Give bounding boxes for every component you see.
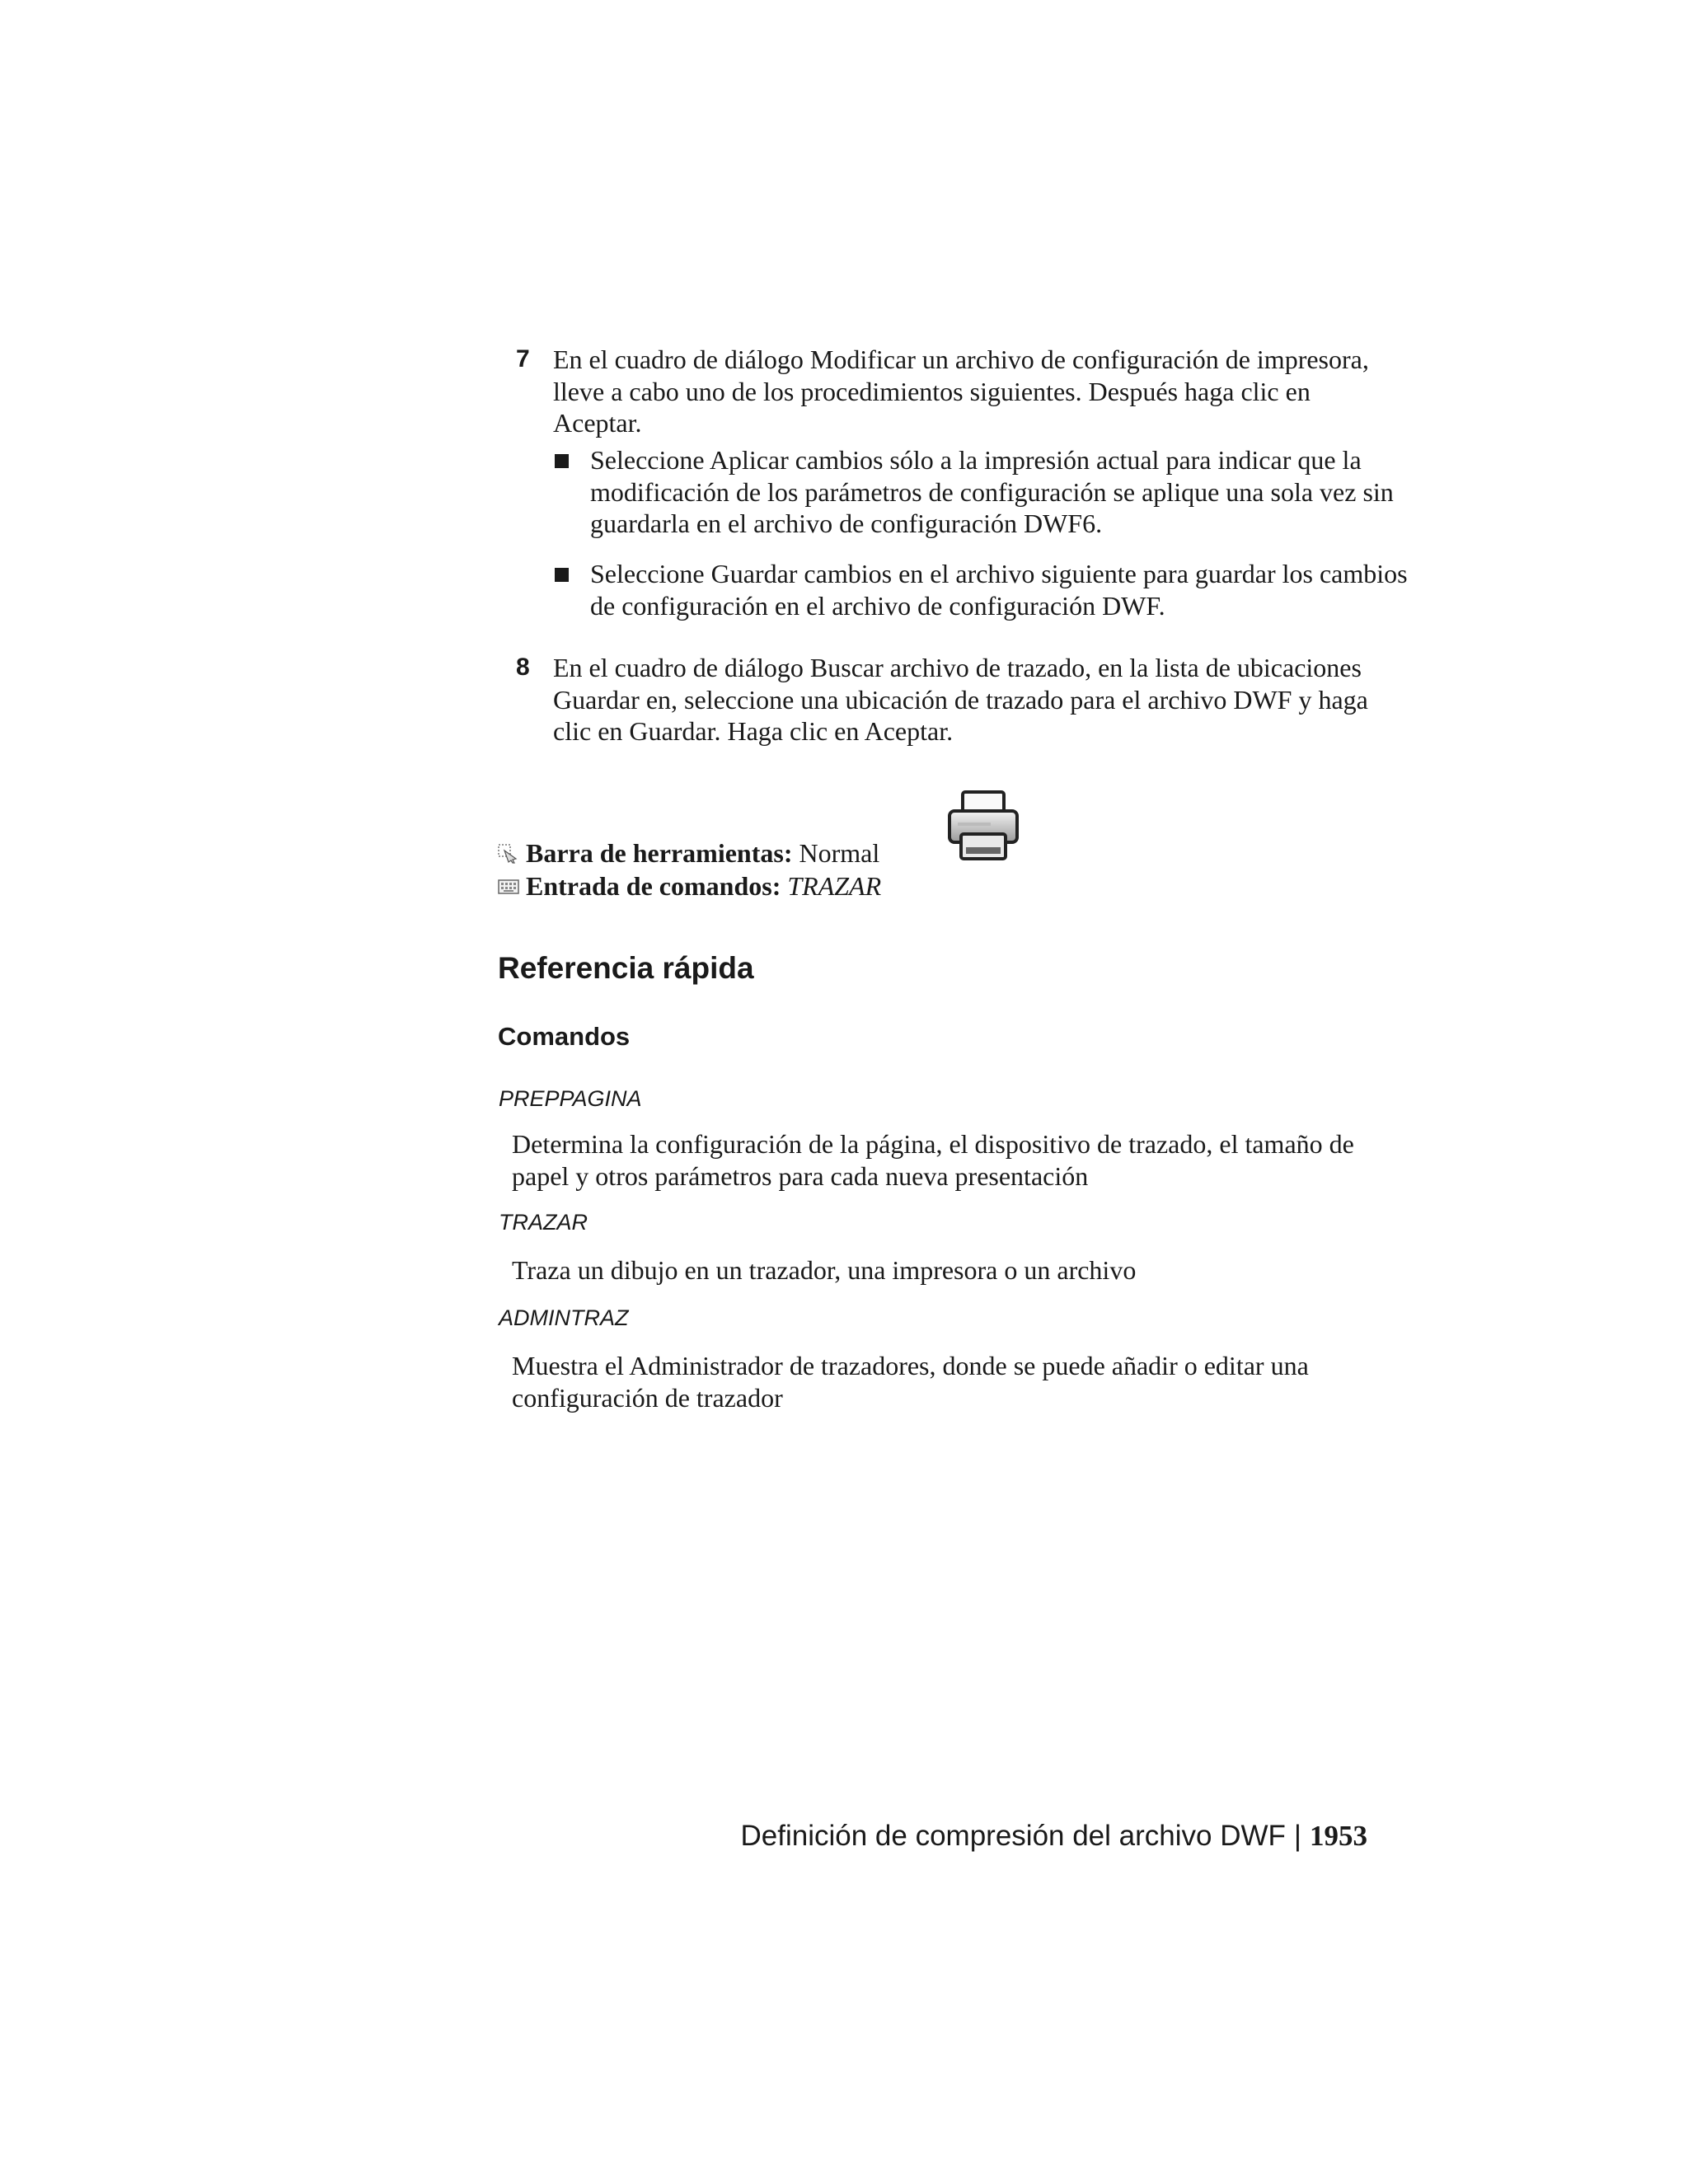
command-entry-value: TRAZAR bbox=[787, 871, 882, 901]
toolbar-reference-line bbox=[498, 837, 879, 869]
keyboard-icon bbox=[498, 877, 519, 897]
page-footer bbox=[741, 1819, 1367, 1854]
command-description: Traza un dibujo en un trazador, una impresora o un archivo bbox=[512, 1255, 1137, 1285]
command-entry-line bbox=[498, 870, 881, 902]
command-name: ADMINTRAZ bbox=[499, 1305, 629, 1330]
footer-separator: | bbox=[1293, 1820, 1301, 1852]
page-number: 1953 bbox=[1310, 1820, 1367, 1852]
command-entry-label: Entrada de comandos: bbox=[526, 871, 781, 901]
bullet-item-save-changes: Seleccione Guardar cambios en el archivo siguiente para guardar los cambios de configuración en el archivo de configuración DWF. bbox=[590, 559, 1408, 621]
toolbar-value: Normal bbox=[799, 838, 880, 868]
command-description: Muestra el Administrador de trazadores, donde se puede añadir o editar una configuración de trazador bbox=[512, 1351, 1309, 1413]
bullet-marker bbox=[555, 568, 569, 582]
subsection-heading: Comandos bbox=[498, 1022, 631, 1051]
step-number-7: 7 bbox=[516, 345, 530, 373]
step-8-text: En el cuadro de diálogo Buscar archivo de trazado, en la lista de ubicaciones Guardar en, seleccione una ubicación de trazado para el archivo DWF y haga clic en Guardar. Haga clic en Aceptar. bbox=[553, 653, 1368, 746]
command-name: PREPPAGINA bbox=[499, 1086, 642, 1111]
toolbar-icon bbox=[498, 844, 519, 864]
step-7-text: En el cuadro de diálogo Modificar un archivo de configuración de impresora, lleve a cabo uno de los procedimientos siguientes. Después haga clic en Aceptar. bbox=[553, 344, 1369, 438]
step-number-8: 8 bbox=[516, 654, 530, 681]
command-description: Determina la configuración de la página, el dispositivo de trazado, el tamaño de papel y otros parámetros para cada nueva presentación bbox=[512, 1129, 1354, 1191]
bullet-item-apply-changes: Seleccione Aplicar cambios sólo a la impresión actual para indicar que la modificación de los parámetros de configuración se aplique una sola vez sin guardarla en el archivo de configuración DWF6. bbox=[590, 445, 1394, 538]
section-heading: Referencia rápida bbox=[498, 951, 754, 985]
toolbar-label: Barra de herramientas: bbox=[526, 838, 793, 868]
command-name: TRAZAR bbox=[499, 1210, 588, 1235]
printer-icon bbox=[946, 790, 1020, 862]
footer-title: Definición de compresión del archivo DWF bbox=[740, 1820, 1286, 1852]
bullet-marker bbox=[555, 454, 569, 468]
